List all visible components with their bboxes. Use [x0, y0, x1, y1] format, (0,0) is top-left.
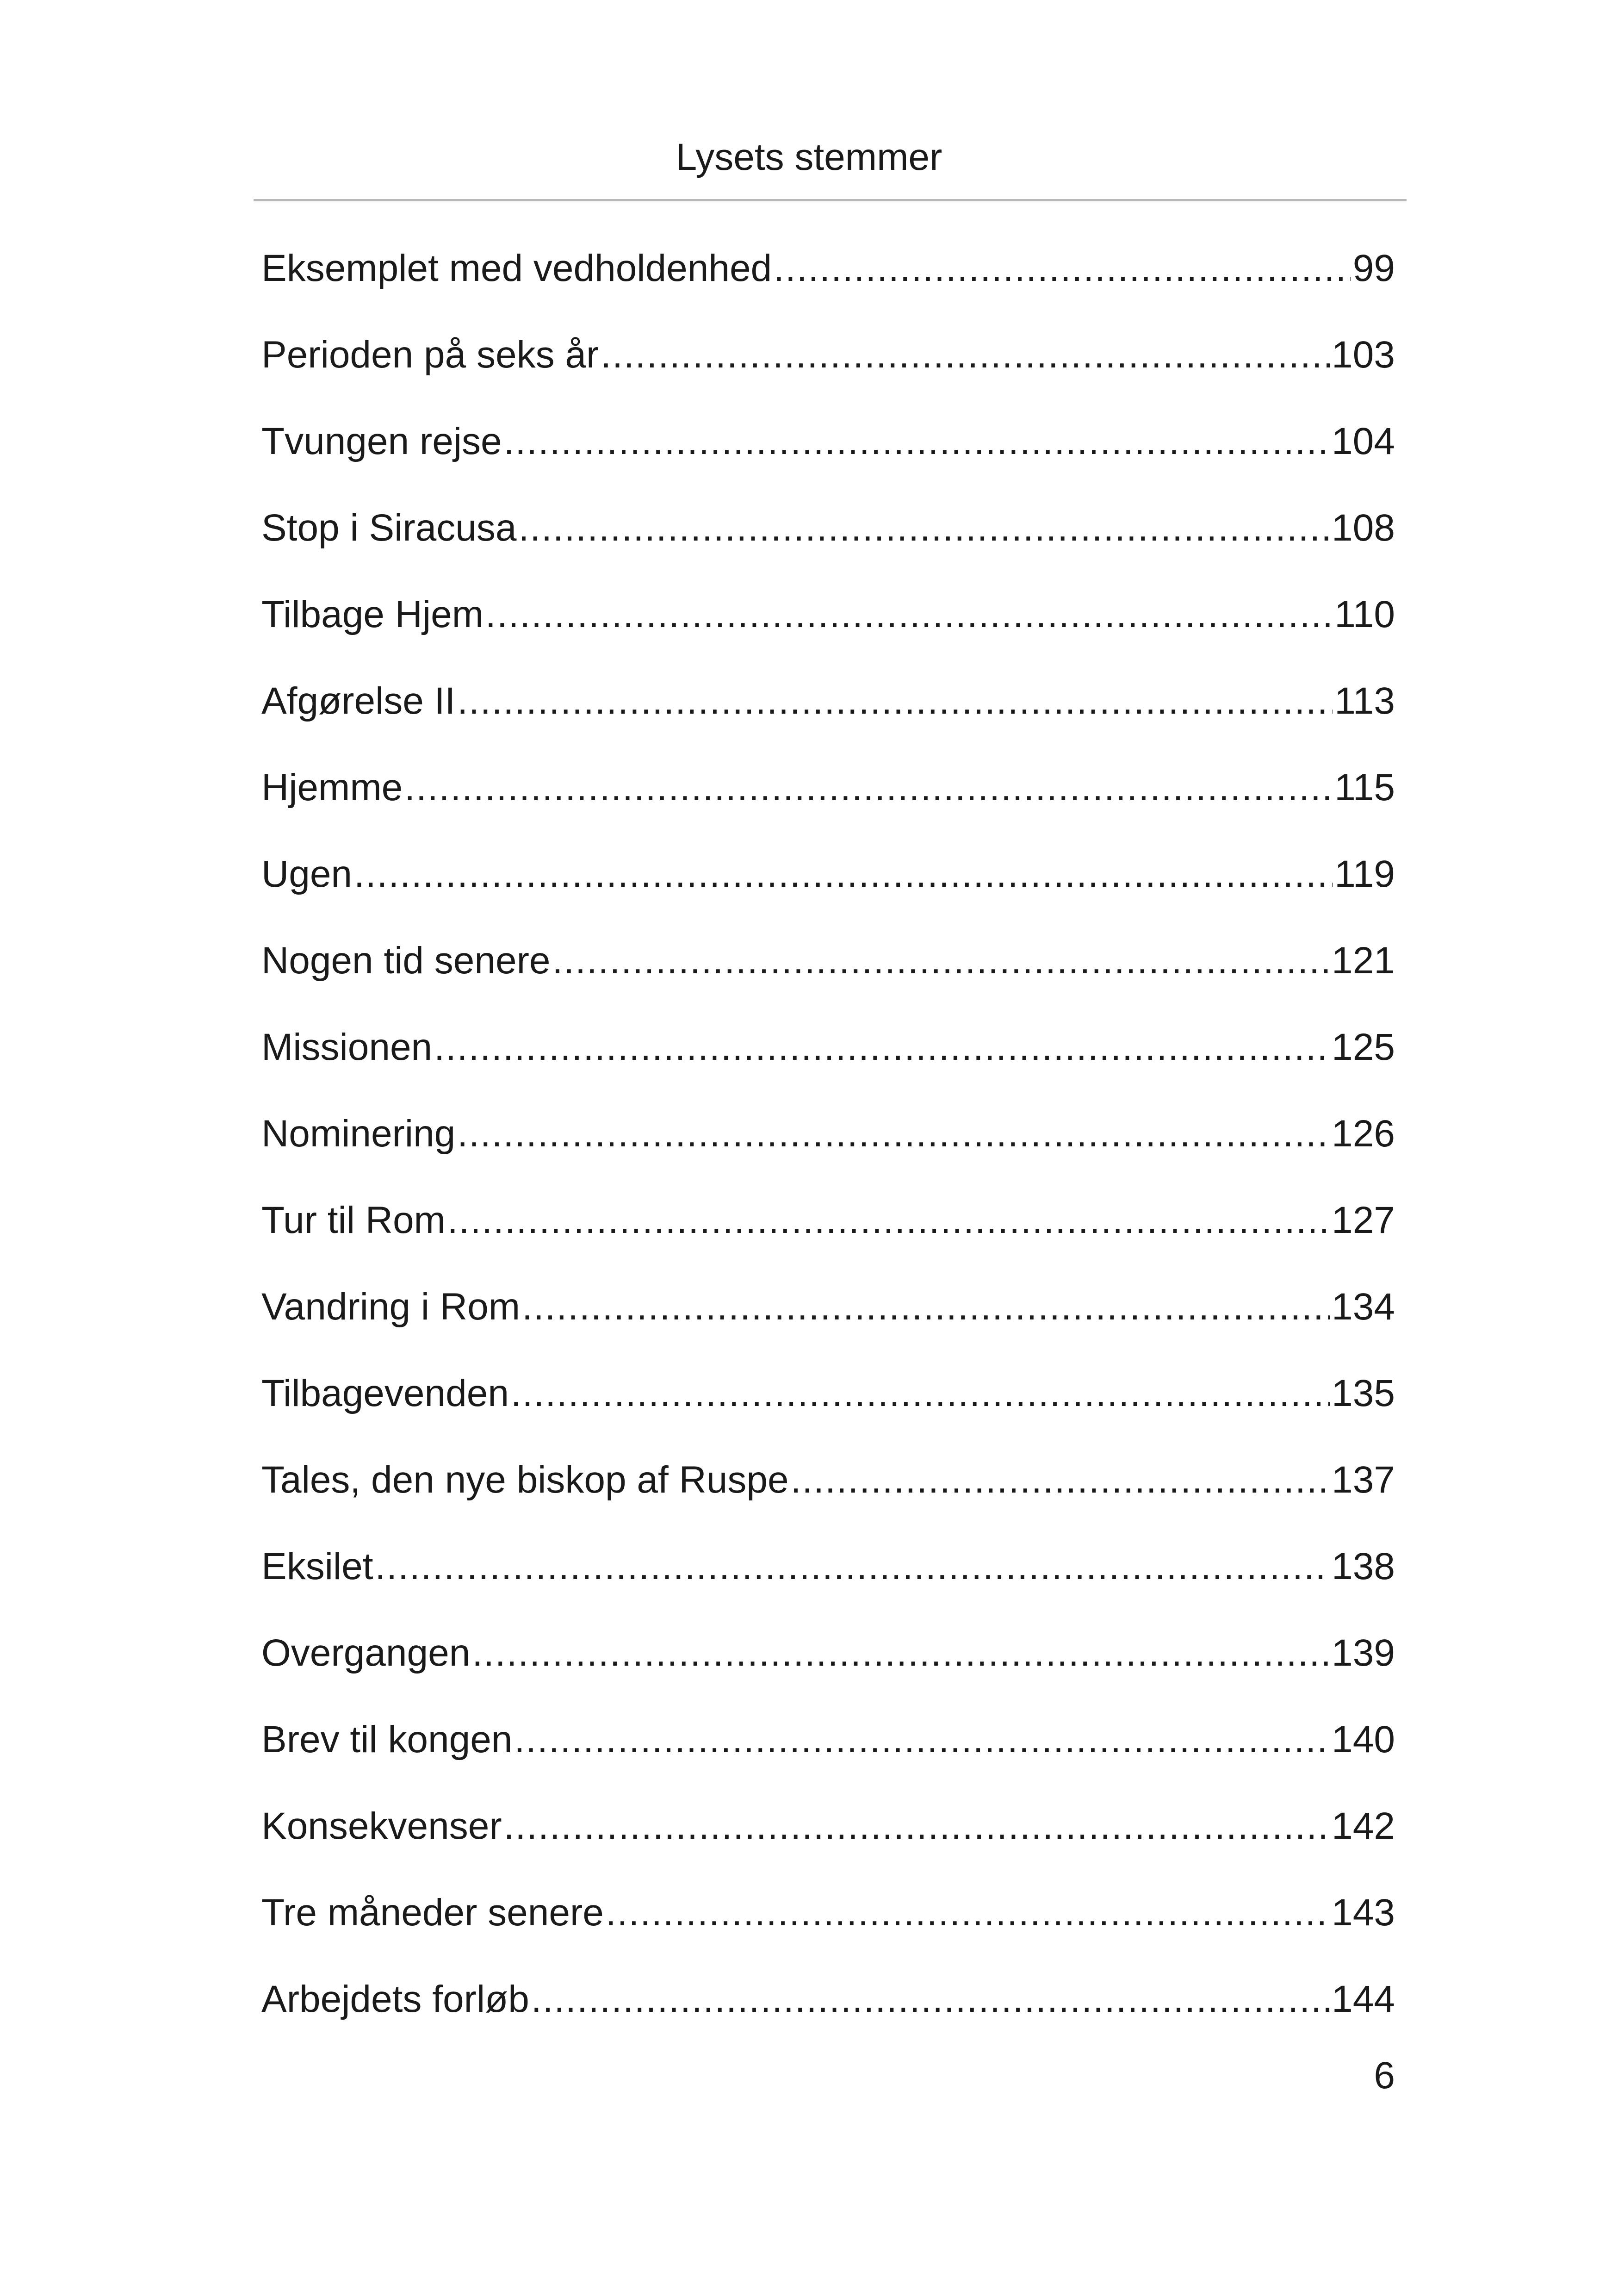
table-of-contents	[261, 243, 1395, 2060]
toc-entry-title: Konsekvenser	[261, 1805, 502, 1847]
toc-entry[interactable]	[261, 1455, 1395, 1541]
toc-entry-page: 110	[1334, 593, 1395, 635]
toc-entry-title: Hjemme	[261, 766, 403, 809]
toc-entry-page: 143	[1332, 1892, 1395, 1934]
dot-leader	[354, 849, 1333, 900]
toc-entry-title: Tre måneder senere	[261, 1892, 604, 1934]
toc-entry[interactable]	[261, 1541, 1395, 1628]
toc-entry[interactable]	[261, 1974, 1395, 2060]
toc-entry-title: Nominering	[261, 1113, 456, 1155]
header-divider	[254, 199, 1407, 201]
toc-entry[interactable]	[261, 1801, 1395, 1887]
page-number: 6	[1374, 2054, 1395, 2097]
dot-leader	[552, 935, 1330, 986]
toc-entry[interactable]	[261, 330, 1395, 416]
toc-entry-title: Arbejdets forløb	[261, 1978, 529, 2020]
toc-entry[interactable]	[261, 1887, 1395, 1974]
toc-entry-title: Eksemplet med vedholdenhed	[261, 247, 772, 289]
toc-entry-page: 115	[1334, 766, 1395, 809]
toc-entry-page: 108	[1332, 507, 1395, 549]
toc-entry-title: Eksilet	[261, 1545, 373, 1587]
dot-leader	[519, 503, 1330, 554]
dot-leader	[504, 416, 1330, 467]
toc-entry-title: Overgangen	[261, 1632, 471, 1674]
toc-entry-title: Tilbagevenden	[261, 1372, 509, 1414]
toc-entry-page: 127	[1332, 1199, 1395, 1241]
dot-leader	[522, 1282, 1330, 1332]
dot-leader	[472, 1628, 1330, 1679]
toc-entry[interactable]	[261, 416, 1395, 503]
toc-entry-page: 135	[1332, 1372, 1395, 1414]
toc-entry[interactable]	[261, 589, 1395, 676]
toc-entry-title: Ugen	[261, 853, 353, 895]
dot-leader	[774, 243, 1351, 294]
toc-entry-page: 137	[1332, 1459, 1395, 1501]
toc-entry[interactable]	[261, 762, 1395, 849]
toc-entry[interactable]	[261, 1022, 1395, 1108]
dot-leader	[457, 676, 1333, 727]
toc-entry-title: Missionen	[261, 1026, 433, 1068]
toc-entry-page: 134	[1332, 1286, 1395, 1328]
dot-leader	[375, 1541, 1330, 1592]
toc-entry[interactable]	[261, 935, 1395, 1022]
toc-entry[interactable]	[261, 676, 1395, 762]
toc-entry-page: 113	[1334, 680, 1395, 722]
toc-entry[interactable]	[261, 1108, 1395, 1195]
toc-entry-page: 138	[1332, 1545, 1395, 1587]
toc-entry-title: Brev til kongen	[261, 1718, 513, 1761]
dot-leader	[447, 1195, 1330, 1246]
dot-leader	[404, 762, 1333, 813]
toc-entry-title: Tur til Rom	[261, 1199, 446, 1241]
toc-entry-title: Perioden på seks år	[261, 334, 599, 376]
toc-entry-page: 144	[1332, 1978, 1395, 2020]
toc-entry-page: 126	[1332, 1113, 1395, 1155]
running-header: Lysets stemmer	[676, 136, 942, 178]
toc-entry-title: Tvungen rejse	[261, 420, 502, 462]
toc-entry-page: 142	[1332, 1805, 1395, 1847]
toc-entry[interactable]	[261, 503, 1395, 589]
toc-entry-title: Nogen tid senere	[261, 940, 551, 982]
toc-entry[interactable]	[261, 1195, 1395, 1282]
dot-leader	[504, 1801, 1330, 1852]
dot-leader	[791, 1455, 1330, 1506]
dot-leader	[434, 1022, 1330, 1073]
toc-entry-page: 125	[1332, 1026, 1395, 1068]
toc-entry[interactable]	[261, 1368, 1395, 1455]
toc-entry[interactable]	[261, 1628, 1395, 1714]
toc-entry-title: Tales, den nye biskop af Ruspe	[261, 1459, 789, 1501]
toc-entry-title: Stop i Siracusa	[261, 507, 517, 549]
toc-entry[interactable]	[261, 849, 1395, 935]
dot-leader	[457, 1108, 1330, 1159]
toc-entry-page: 121	[1332, 940, 1395, 982]
toc-entry[interactable]	[261, 1714, 1395, 1801]
toc-entry-page: 103	[1332, 334, 1395, 376]
toc-entry-page: 99	[1352, 247, 1395, 289]
toc-entry-page: 139	[1332, 1632, 1395, 1674]
dot-leader	[601, 330, 1330, 380]
toc-entry-page: 119	[1334, 853, 1395, 895]
toc-entry-title: Vandring i Rom	[261, 1286, 521, 1328]
dot-leader	[514, 1714, 1330, 1765]
dot-leader	[606, 1887, 1330, 1938]
toc-entry[interactable]	[261, 243, 1395, 330]
toc-entry-page: 140	[1332, 1718, 1395, 1761]
dot-leader	[511, 1368, 1330, 1419]
toc-entry-title: Tilbage Hjem	[261, 593, 484, 635]
dot-leader	[531, 1974, 1330, 2025]
toc-entry-title: Afgørelse II	[261, 680, 456, 722]
toc-entry-page: 104	[1332, 420, 1395, 462]
dot-leader	[485, 589, 1333, 640]
toc-entry[interactable]	[261, 1282, 1395, 1368]
